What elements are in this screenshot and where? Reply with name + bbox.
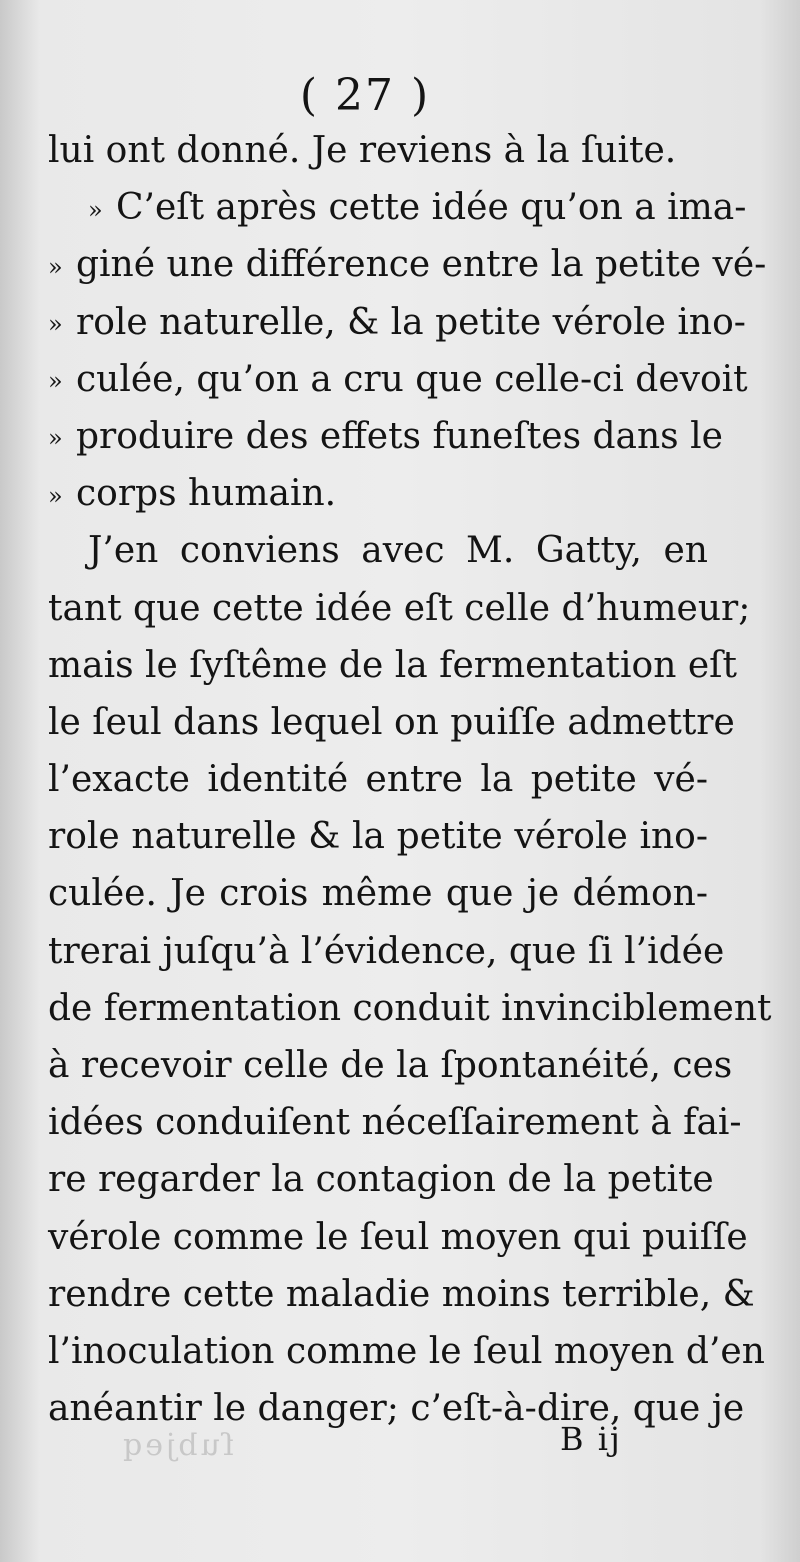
- line-text: culée. Je crois même que je démon-: [48, 873, 708, 915]
- line-text: C’eſt après cette idée qu’on a ima-: [116, 187, 747, 229]
- line-text: role naturelle, & la petite vérole ino-: [76, 301, 746, 343]
- line-text: J’en conviens avec M. Gatty, en: [88, 530, 708, 572]
- line-text: corps humain.: [76, 473, 337, 515]
- text-line: [48, 351, 748, 408]
- line-text: produire des effets funeſtes dans le: [76, 415, 723, 457]
- quote-mark: »: [48, 367, 63, 396]
- signature-mark: B ij: [560, 1420, 622, 1458]
- text-line: [48, 923, 725, 980]
- line-text: idées conduiſent néceſſairement à fai-: [48, 1102, 742, 1144]
- page-number: ( 27 ): [299, 70, 431, 121]
- text-line: [48, 1323, 765, 1380]
- line-text: lui ont donné. Je reviens à la ſuite.: [48, 130, 677, 171]
- text-line: [48, 1266, 755, 1323]
- line-text: culée, qu’on a cru que celle-ci devoit: [76, 358, 748, 400]
- line-text: mais le ſyſtême de la fermentation eſt: [48, 644, 737, 686]
- text-line: [48, 1094, 742, 1151]
- text-line: [48, 580, 751, 637]
- quote-mark: »: [88, 195, 103, 224]
- line-text: vérole comme le ſeul moyen qui puiſſe: [48, 1216, 748, 1258]
- text-line: [48, 1209, 748, 1266]
- line-text: l’inoculation comme le ſeul moyen d’en: [48, 1330, 765, 1372]
- line-text: tant que cette idée eſt celle d’humeur;: [48, 587, 751, 629]
- line-text: role naturelle & la petite vérole ino-: [48, 816, 708, 858]
- line-text: le ſeul dans lequel on puiſſe admettre: [48, 701, 735, 743]
- quote-mark: »: [48, 424, 63, 453]
- quote-mark: »: [48, 481, 63, 510]
- text-line: [48, 522, 708, 579]
- text-line: [48, 408, 723, 465]
- text-line: [48, 637, 737, 694]
- line-text: de fermentation conduit invinciblement: [48, 987, 772, 1029]
- text-line: [48, 294, 746, 351]
- body-text: [48, 122, 772, 1437]
- text-line: [48, 1037, 733, 1094]
- text-line: [48, 179, 747, 236]
- line-text: giné une différence entre la petite vé-: [76, 244, 767, 286]
- text-line: [48, 694, 735, 751]
- text-line: [48, 865, 708, 922]
- text-line: [48, 980, 772, 1037]
- line-text: re regarder la contagion de la petite: [48, 1159, 714, 1201]
- text-line: [48, 236, 767, 293]
- line-text: anéantir le danger; c’eſt-à-dire, que je: [48, 1388, 745, 1430]
- text-line: [48, 465, 708, 522]
- quote-mark: »: [48, 309, 63, 338]
- bleed-through-text: ſubjeq: [120, 1428, 234, 1463]
- line-text: trerai juſqu’à l’évidence, que ſi l’idée: [48, 930, 725, 972]
- text-line: [48, 122, 708, 179]
- quote-mark: »: [48, 252, 63, 281]
- text-line: [48, 1151, 714, 1208]
- line-text: l’exacte identité entre la petite vé-: [48, 759, 708, 801]
- line-text: à recevoir celle de la ſpontanéité, ces: [48, 1045, 733, 1086]
- text-line: [48, 808, 708, 865]
- line-text: rendre cette maladie moins terrible, &: [48, 1273, 755, 1315]
- text-line: [48, 751, 708, 808]
